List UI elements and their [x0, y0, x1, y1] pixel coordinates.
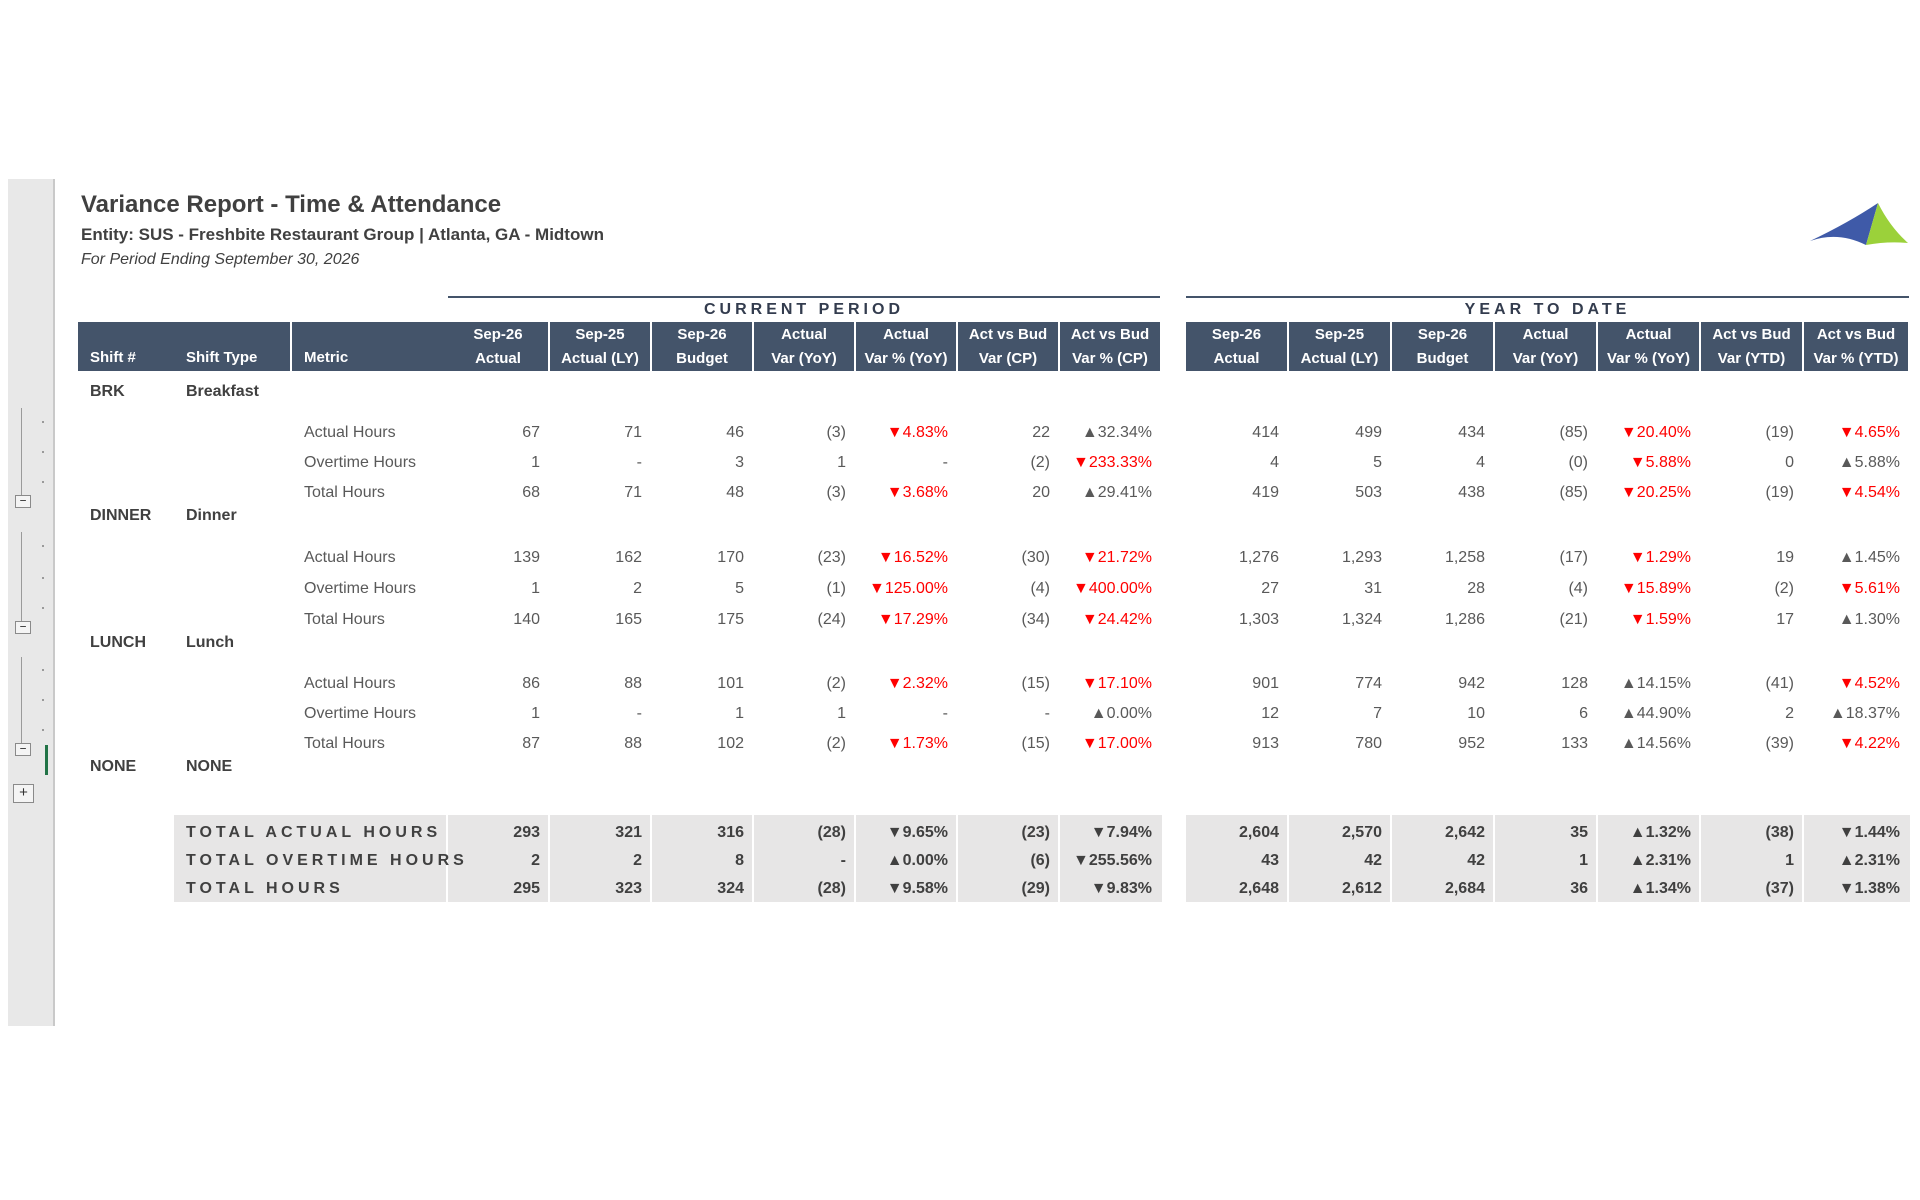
total-ytd-value-cell: (38) — [1765, 824, 1794, 841]
cp-value-cell: 88 — [624, 735, 642, 752]
cp-value-cell: - — [942, 705, 948, 722]
cp-header-2 — [652, 322, 754, 371]
cp-value-cell: 1 — [531, 580, 540, 597]
ytd-header-line: Var % (YTD) — [1813, 349, 1899, 367]
shift-type: Breakfast — [186, 383, 259, 400]
cp-header-line: Var % (CP) — [1072, 349, 1148, 367]
total-ytd-value-cell: (37) — [1765, 880, 1794, 897]
collapse-group-button[interactable]: − — [15, 495, 31, 508]
active-cell-marker — [45, 745, 48, 775]
ytd-value-cell: 438 — [1458, 484, 1485, 501]
cp-value-cell: ▼17.29% — [877, 611, 948, 628]
cp-value-cell: ▼3.68% — [886, 484, 948, 501]
shift-code: BRK — [90, 383, 125, 400]
ytd-value-cell: 1,293 — [1341, 549, 1382, 566]
current-period-label: CURRENT PERIOD — [703, 301, 904, 318]
total-ytd-value-cell: 2,570 — [1341, 824, 1382, 841]
ytd-value-cell: ▲18.37% — [1829, 705, 1900, 722]
ytd-value-cell: ▼5.88% — [1629, 454, 1691, 471]
total-cp-value-cell: 316 — [717, 824, 744, 841]
outline-dot — [42, 669, 44, 671]
ytd-value-cell: 414 — [1252, 424, 1279, 441]
cp-value-cell: (15) — [1021, 735, 1050, 752]
cp-value-cell: 3 — [735, 454, 744, 471]
cp-header-6 — [1060, 322, 1162, 371]
cp-value-cell: - — [1044, 705, 1050, 722]
ytd-value-cell: 1,303 — [1238, 611, 1279, 628]
cp-value-cell: 5 — [735, 580, 744, 597]
cp-header-line: Sep-25 — [575, 325, 625, 343]
cp-header-line: Sep-26 — [677, 325, 727, 343]
metric-label: Overtime Hours — [304, 454, 417, 471]
ytd-value-cell: ▼1.29% — [1629, 549, 1691, 566]
ytd-value-cell: 19 — [1776, 549, 1794, 566]
cp-value-cell: 102 — [717, 735, 744, 752]
cp-value-cell: (15) — [1021, 675, 1050, 692]
cp-value-cell: (2) — [1030, 454, 1050, 471]
ytd-value-cell: (17) — [1559, 549, 1588, 566]
cp-value-cell: 71 — [624, 424, 642, 441]
cp-value-cell: 87 — [522, 735, 540, 752]
ytd-value-cell: (85) — [1559, 484, 1588, 501]
total-ytd-value-cell: ▲2.31% — [1629, 852, 1691, 869]
ytd-value-cell: (41) — [1765, 675, 1794, 692]
outline-dot — [42, 545, 44, 547]
ytd-value-cell: 774 — [1355, 675, 1382, 692]
ytd-value-cell: 952 — [1458, 735, 1485, 752]
cp-value-cell: ▼17.00% — [1081, 735, 1152, 752]
cp-value-cell: 1 — [837, 454, 846, 471]
ytd-value-cell: ▼4.22% — [1838, 735, 1900, 752]
shift-type: NONE — [186, 758, 233, 775]
total-ytd-value-cell: ▼1.44% — [1838, 824, 1900, 841]
outline-group-line — [21, 657, 22, 750]
cp-header-5 — [958, 322, 1060, 371]
ytd-value-cell: 913 — [1252, 735, 1279, 752]
ytd-value-cell: 27 — [1261, 580, 1279, 597]
header-metric — [292, 322, 448, 371]
shift-type: Lunch — [186, 634, 234, 651]
cp-value-cell: ▼125.00% — [869, 580, 948, 597]
total-cp-value-cell: (6) — [1030, 852, 1050, 869]
outline-dot — [42, 607, 44, 609]
ytd-value-cell: ▲5.88% — [1838, 454, 1900, 471]
ytd-header-line: Actual — [1625, 325, 1672, 343]
total-label: TOTAL OVERTIME HOURS — [186, 852, 468, 869]
ytd-value-cell: ▼15.89% — [1620, 580, 1691, 597]
total-ytd-value-cell: 43 — [1261, 852, 1279, 869]
ytd-value-cell: 128 — [1561, 675, 1588, 692]
cp-value-cell: 48 — [726, 484, 744, 501]
total-cp-value-cell: 295 — [513, 880, 540, 897]
cp-value-cell: (1) — [826, 580, 846, 597]
cp-header-line: Var (CP) — [978, 349, 1038, 367]
cp-header-line: Budget — [676, 349, 728, 367]
total-cp-value-cell: 8 — [735, 852, 744, 869]
cp-header-line: Var (YoY) — [771, 349, 837, 367]
ytd-value-cell: (0) — [1568, 454, 1588, 471]
ytd-header-line: Var (YTD) — [1717, 349, 1786, 367]
cp-value-cell: 20 — [1032, 484, 1050, 501]
cp-header-line: Sep-26 — [473, 325, 523, 343]
total-ytd-value-cell: ▼1.38% — [1838, 880, 1900, 897]
ytd-value-cell: (39) — [1765, 735, 1794, 752]
cp-value-cell: (4) — [1030, 580, 1050, 597]
cp-value-cell: 170 — [717, 549, 744, 566]
ytd-header-3 — [1495, 322, 1598, 371]
cp-value-cell: 88 — [624, 675, 642, 692]
metric-label: Total Hours — [304, 611, 385, 628]
total-cp-value-cell: 2 — [531, 852, 540, 869]
cp-value-cell: ▼17.10% — [1081, 675, 1152, 692]
cp-header-line: Actual (LY) — [561, 349, 639, 367]
ytd-header-5 — [1701, 322, 1804, 371]
shift-type: Dinner — [186, 507, 237, 524]
ytd-value-cell: (19) — [1765, 484, 1794, 501]
total-label: TOTAL HOURS — [186, 880, 344, 897]
total-cp-value-cell: ▲0.00% — [886, 852, 948, 869]
cp-value-cell: (3) — [826, 484, 846, 501]
collapse-group-button[interactable]: − — [15, 743, 31, 756]
ytd-value-cell: ▲1.30% — [1838, 611, 1900, 628]
ytd-value-cell: (2) — [1774, 580, 1794, 597]
ytd-value-cell: ▲44.90% — [1620, 705, 1691, 722]
cp-value-cell: 139 — [513, 549, 540, 566]
ytd-value-cell: ▼20.40% — [1620, 424, 1691, 441]
cp-value-cell: 68 — [522, 484, 540, 501]
header-shift-no — [78, 322, 176, 371]
outline-dot — [42, 729, 44, 731]
total-ytd-value-cell: ▲2.31% — [1838, 852, 1900, 869]
ytd-value-cell: 434 — [1458, 424, 1485, 441]
ytd-header-line: Actual (LY) — [1300, 349, 1379, 367]
total-ytd-value-cell: 42 — [1364, 852, 1382, 869]
total-cp-value-cell: 2 — [633, 852, 642, 869]
total-cp-value-cell: - — [840, 852, 846, 869]
ytd-value-cell: 5 — [1373, 454, 1382, 471]
metric-label: Actual Hours — [304, 675, 396, 692]
total-ytd-value-cell: ▲1.34% — [1629, 880, 1691, 897]
cp-value-cell: 162 — [615, 549, 642, 566]
ytd-value-cell: ▲14.15% — [1620, 675, 1691, 692]
total-cp-value-cell: ▼9.83% — [1090, 880, 1152, 897]
cp-value-cell: 46 — [726, 424, 744, 441]
cp-value-cell: 67 — [522, 424, 540, 441]
ytd-value-cell: 7 — [1373, 705, 1382, 722]
outline-group-line — [21, 408, 22, 501]
outline-group-line — [21, 532, 22, 627]
cp-value-cell: - — [636, 454, 642, 471]
total-cp-value-cell: 323 — [615, 880, 642, 897]
header-shift-type — [174, 322, 292, 371]
cp-value-cell: ▲0.00% — [1090, 705, 1152, 722]
cp-value-cell: 1 — [735, 705, 744, 722]
ytd-value-cell: 901 — [1252, 675, 1279, 692]
ytd-value-cell: ▲14.56% — [1620, 735, 1691, 752]
total-ytd-value-cell: 1 — [1785, 852, 1794, 869]
cp-value-cell: 2 — [633, 580, 642, 597]
ytd-value-cell: (19) — [1765, 424, 1794, 441]
cp-header-line: Var % (YoY) — [864, 349, 948, 367]
header-shift-no-text: Shift # — [90, 349, 136, 366]
ytd-value-cell: 17 — [1776, 611, 1794, 628]
ytd-header-0 — [1186, 322, 1289, 371]
cp-value-cell: 165 — [615, 611, 642, 628]
total-cp-value-cell: (28) — [817, 824, 846, 841]
cp-value-cell: ▼21.72% — [1081, 549, 1152, 566]
cp-header-line: Actual — [475, 349, 521, 367]
row-outline-gutter — [8, 179, 55, 1026]
collapse-group-button[interactable]: − — [15, 621, 31, 634]
outline-dot — [42, 421, 44, 423]
ytd-value-cell: 28 — [1467, 580, 1485, 597]
total-ytd-value-cell: 35 — [1570, 824, 1588, 841]
ytd-value-cell: 133 — [1561, 735, 1588, 752]
cp-value-cell: ▲32.34% — [1081, 424, 1152, 441]
ytd-value-cell: 0 — [1785, 454, 1794, 471]
cp-header-line: Act vs Bud — [968, 325, 1048, 343]
ytd-header-line: Sep-26 — [1211, 325, 1262, 343]
ytd-header-4 — [1598, 322, 1701, 371]
cp-value-cell: 1 — [531, 705, 540, 722]
total-cp-value-cell: 321 — [615, 824, 642, 841]
ytd-value-cell: 1,276 — [1238, 549, 1279, 566]
report-period: For Period Ending September 30, 2026 — [81, 251, 360, 268]
shift-code: DINNER — [90, 507, 152, 524]
total-ytd-value-cell: 2,612 — [1341, 880, 1382, 897]
ytd-header-line: Var % (YoY) — [1606, 349, 1691, 367]
cp-value-cell: (2) — [826, 675, 846, 692]
ytd-value-cell: (85) — [1559, 424, 1588, 441]
ytd-value-cell: (4) — [1568, 580, 1588, 597]
cp-value-cell: ▼24.42% — [1081, 611, 1152, 628]
ytd-value-cell: ▼20.25% — [1620, 484, 1691, 501]
ytd-header-line: Act vs Bud — [1712, 325, 1791, 343]
ytd-header-line: Var (YoY) — [1512, 349, 1579, 367]
cp-header-line: Actual — [883, 325, 929, 343]
ytd-rule — [1186, 296, 1909, 298]
metric-label: Total Hours — [304, 735, 385, 752]
cp-value-cell: - — [636, 705, 642, 722]
metric-label: Total Hours — [304, 484, 385, 501]
cp-value-cell: (2) — [826, 735, 846, 752]
metric-label: Actual Hours — [304, 424, 396, 441]
ytd-header-line: Sep-25 — [1314, 325, 1365, 343]
cp-value-cell: ▼233.33% — [1073, 454, 1152, 471]
total-ytd-value-cell: 2,648 — [1238, 880, 1279, 897]
ytd-value-cell: 10 — [1467, 705, 1485, 722]
outline-dot — [42, 577, 44, 579]
ytd-header-6 — [1804, 322, 1910, 371]
ytd-value-cell: ▼4.65% — [1838, 424, 1900, 441]
cp-value-cell: (24) — [817, 611, 846, 628]
cp-value-cell: ▼400.00% — [1073, 580, 1152, 597]
cp-value-cell: ▼16.52% — [877, 549, 948, 566]
ytd-value-cell: ▼5.61% — [1838, 580, 1900, 597]
cp-value-cell: ▲29.41% — [1081, 484, 1152, 501]
ytd-value-cell: 503 — [1355, 484, 1382, 501]
cp-value-cell: 22 — [1032, 424, 1050, 441]
company-logo — [1808, 201, 1908, 247]
cp-header-4 — [856, 322, 958, 371]
cp-value-cell: (3) — [826, 424, 846, 441]
shift-code: NONE — [90, 758, 137, 775]
ytd-value-cell: 2 — [1785, 705, 1794, 722]
cp-header-1 — [550, 322, 652, 371]
ytd-header-2 — [1392, 322, 1495, 371]
shift-code: LUNCH — [90, 634, 146, 651]
ytd-header-line: Actual — [1522, 325, 1569, 343]
ytd-header-line: Act vs Bud — [1816, 325, 1896, 343]
cp-value-cell: 175 — [717, 611, 744, 628]
cp-value-cell: ▼1.73% — [886, 735, 948, 752]
total-ytd-value-cell: 36 — [1570, 880, 1588, 897]
header-shift-type-text: Shift Type — [186, 349, 258, 366]
total-ytd-value-cell: 42 — [1467, 852, 1485, 869]
ytd-value-cell: ▲1.45% — [1838, 549, 1900, 566]
current-period-rule — [448, 296, 1160, 298]
ytd-value-cell: 419 — [1252, 484, 1279, 501]
ytd-header-line: Actual — [1213, 349, 1260, 367]
ytd-value-cell: 4 — [1476, 454, 1485, 471]
cp-value-cell: 1 — [837, 705, 846, 722]
ytd-value-cell: ▼4.52% — [1838, 675, 1900, 692]
ytd-value-cell: 780 — [1355, 735, 1382, 752]
cp-header-0 — [448, 322, 550, 371]
total-cp-value-cell: ▼9.65% — [886, 824, 948, 841]
ytd-value-cell: (21) — [1559, 611, 1588, 628]
ytd-value-cell: ▼4.54% — [1838, 484, 1900, 501]
ytd-header-line: Budget — [1416, 349, 1469, 367]
total-ytd-value-cell: 1 — [1579, 852, 1588, 869]
report-entity: Entity: SUS - Freshbite Restaurant Group | Atlanta, GA - Midtown — [81, 225, 604, 244]
cp-value-cell: 1 — [531, 454, 540, 471]
outline-dot — [42, 451, 44, 453]
cp-value-cell: (34) — [1021, 611, 1050, 628]
cp-value-cell: 86 — [522, 675, 540, 692]
ytd-value-cell: 12 — [1261, 705, 1279, 722]
cp-header-line: Actual — [781, 325, 827, 343]
total-ytd-value-cell: ▲1.32% — [1629, 824, 1691, 841]
total-cp-value-cell: ▼9.58% — [886, 880, 948, 897]
total-label: TOTAL ACTUAL HOURS — [186, 824, 442, 841]
total-cp-value-cell: ▼255.56% — [1073, 852, 1152, 869]
metric-label: Overtime Hours — [304, 580, 417, 597]
expand-group-button[interactable]: + — [13, 784, 34, 803]
ytd-value-cell: 1,286 — [1444, 611, 1485, 628]
header-metric-text: Metric — [304, 349, 349, 366]
total-cp-value-cell: (28) — [817, 880, 846, 897]
cp-value-cell: (23) — [817, 549, 846, 566]
ytd-value-cell: 1,324 — [1341, 611, 1382, 628]
cp-value-cell: ▼4.83% — [886, 424, 948, 441]
total-cp-value-cell: 293 — [513, 824, 540, 841]
cp-value-cell: ▼2.32% — [886, 675, 948, 692]
ytd-value-cell: 4 — [1270, 454, 1279, 471]
ytd-value-cell: 31 — [1364, 580, 1382, 597]
total-cp-value-cell: (29) — [1021, 880, 1050, 897]
total-cp-value-cell: (23) — [1021, 824, 1050, 841]
cp-value-cell: 140 — [513, 611, 540, 628]
report-title: Variance Report - Time & Attendance — [81, 191, 502, 218]
cp-value-cell: (30) — [1021, 549, 1050, 566]
total-ytd-value-cell: 2,642 — [1444, 824, 1485, 841]
cp-value-cell: 101 — [717, 675, 744, 692]
ytd-value-cell: 1,258 — [1444, 549, 1485, 566]
metric-label: Actual Hours — [304, 549, 396, 566]
cp-value-cell: - — [942, 454, 948, 471]
cp-header-line: Act vs Bud — [1070, 325, 1150, 343]
outline-dot — [42, 481, 44, 483]
ytd-value-cell: ▼1.59% — [1629, 611, 1691, 628]
total-ytd-value-cell: 2,684 — [1444, 880, 1485, 897]
ytd-value-cell: 499 — [1355, 424, 1382, 441]
total-cp-value-cell: ▼7.94% — [1090, 824, 1152, 841]
outline-dot — [42, 699, 44, 701]
ytd-label: YEAR TO DATE — [1464, 301, 1631, 318]
ytd-header-1 — [1289, 322, 1392, 371]
cp-header-3 — [754, 322, 856, 371]
cp-value-cell: 71 — [624, 484, 642, 501]
ytd-value-cell: 942 — [1458, 675, 1485, 692]
ytd-value-cell: 6 — [1579, 705, 1588, 722]
ytd-header-line: Sep-26 — [1417, 325, 1468, 343]
total-ytd-value-cell: 2,604 — [1238, 824, 1279, 841]
metric-label: Overtime Hours — [304, 705, 417, 722]
total-cp-value-cell: 324 — [717, 880, 744, 897]
